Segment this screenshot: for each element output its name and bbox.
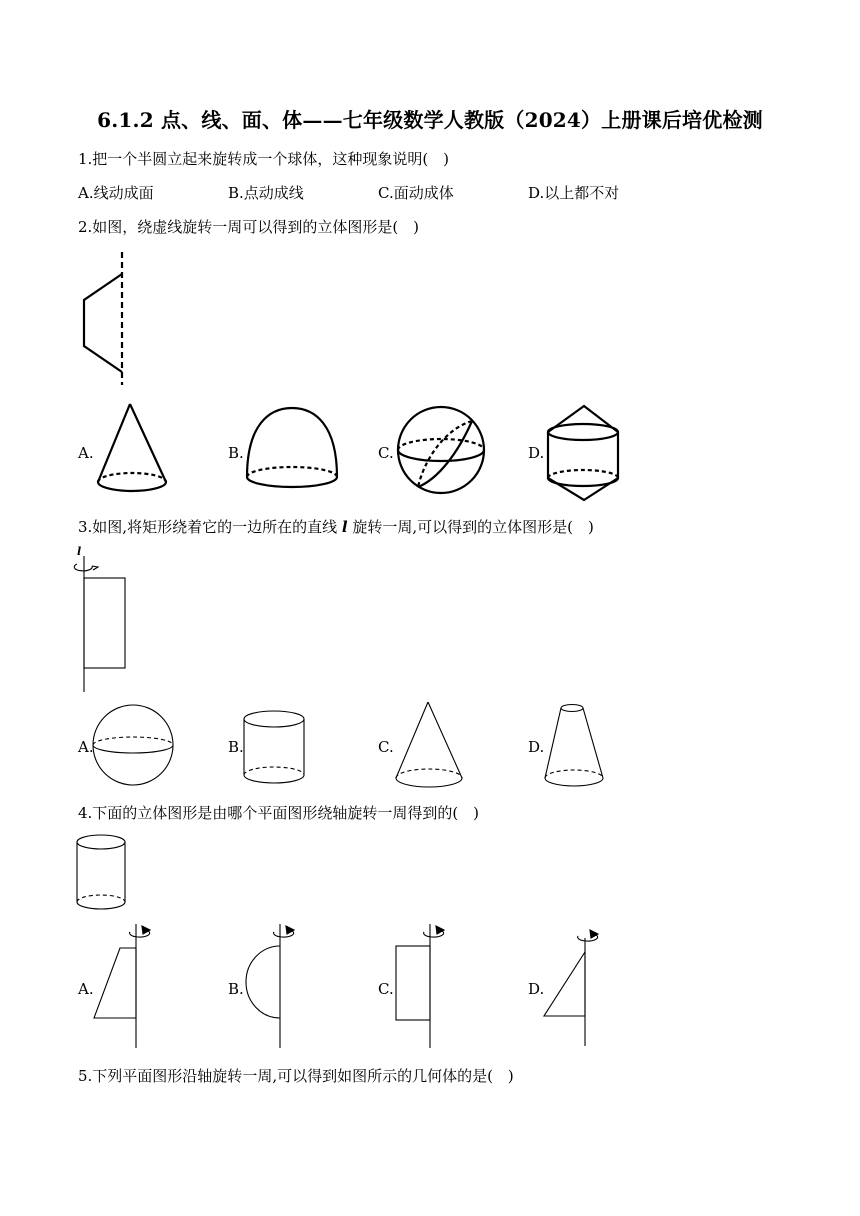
q5-stem: 5.下列平面图形沿轴旋转一周,可以得到如图所示的几何体的是( ) — [78, 1067, 514, 1085]
q4-stem: 4.下面的立体图形是由哪个平面图形绕轴旋转一周得到的( ) — [78, 804, 480, 822]
q3-axis-label: l — [77, 545, 82, 558]
q3-stem-after: 旋转一周,可以得到的立体图形是( ) — [347, 518, 594, 536]
q2-option-c-label: C. — [378, 444, 394, 462]
q3-option-a-label: A. — [78, 738, 94, 756]
q4-option-a-trapezoid-axis — [90, 920, 165, 1052]
q3-stem-before: 3.如图,将矩形绕着它的一边所在的直线 — [78, 518, 342, 536]
q1-option-c: C.面动成体 — [378, 184, 454, 202]
q3-option-b-label: B. — [228, 738, 244, 756]
q4-option-d-triangle-axis — [542, 922, 617, 1052]
q2-option-c-sphere — [396, 405, 491, 500]
q3-stem-variable: l — [341, 518, 348, 536]
q1-stem: 1.把一个半圆立起来旋转成一个球体，这种现象说明( ) — [78, 150, 450, 168]
q2-option-a-label: A. — [78, 444, 94, 462]
q3-option-c-label: C. — [378, 738, 394, 756]
q2-figure-trapezoid-axis — [70, 248, 140, 393]
q4-option-d-label: D. — [528, 980, 545, 998]
q3-option-b-cylinder — [240, 705, 315, 790]
q2-option-b-label: B. — [228, 444, 244, 462]
q4-option-c-label: C. — [378, 980, 394, 998]
q2-stem: 2.如图，绕虚线旋转一周可以得到的立体图形是( ) — [78, 218, 420, 236]
q1-option-b: B.点动成线 — [228, 184, 304, 202]
q3-figure-rectangle-axis — [70, 556, 140, 696]
q4-figure-cylinder — [74, 830, 134, 918]
q2-option-b-hemisphere-dome — [244, 405, 344, 490]
q2-option-d-label: D. — [528, 444, 545, 462]
q3-option-c-cone — [392, 700, 472, 795]
q4-option-b-label: B. — [228, 980, 244, 998]
q2-option-d-cylinder-double-cone — [544, 404, 624, 504]
q4-option-a-label: A. — [78, 980, 94, 998]
q4-option-b-semicircle-axis — [242, 920, 317, 1052]
q2-option-a-cone — [94, 402, 184, 497]
q3-option-d-frustum — [542, 702, 612, 794]
q3-stem — [78, 516, 594, 537]
q1-option-a: A.线动成面 — [78, 184, 154, 202]
q4-option-c-rectangle-axis — [392, 920, 467, 1052]
page-title: 6.1.2 点、线、面、体——七年级数学人教版（2024）上册课后培优检测 — [97, 108, 763, 132]
q1-option-d: D.以上都不对 — [528, 184, 620, 202]
q3-option-d-label: D. — [528, 738, 545, 756]
q3-option-a-sphere — [90, 702, 180, 792]
